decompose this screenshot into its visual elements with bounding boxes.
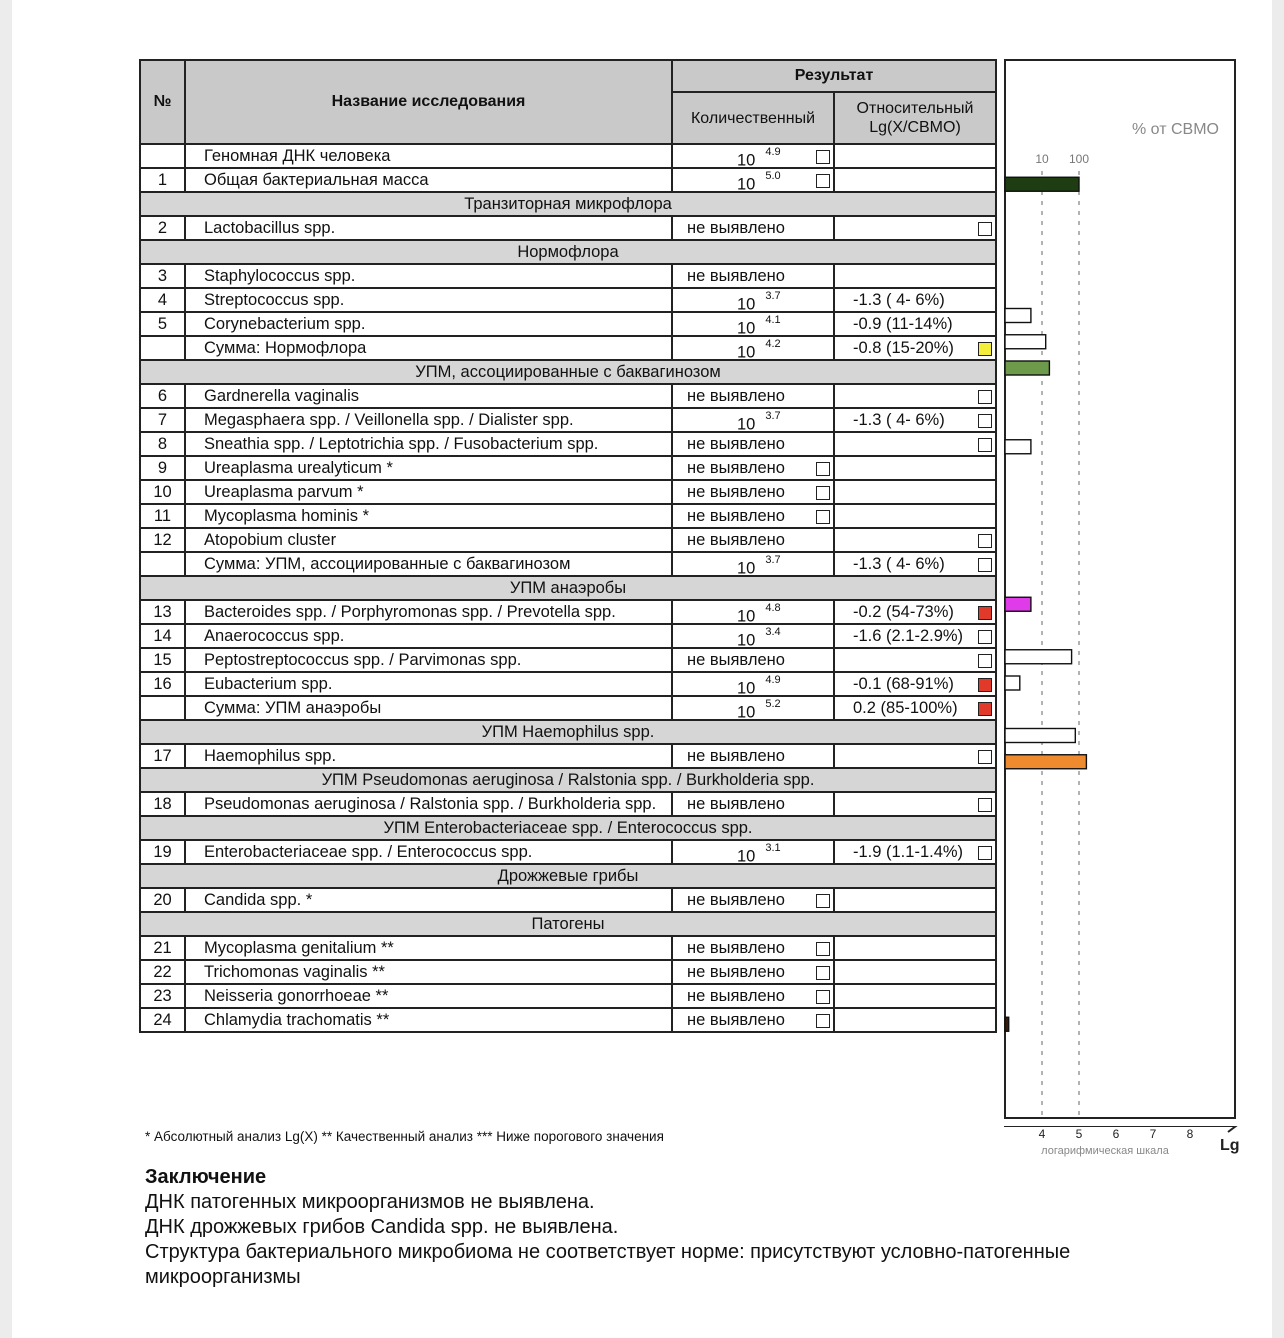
relative-result: [834, 984, 996, 1008]
not-detected-text: не выявлено: [687, 795, 785, 813]
test-name: Сумма: Нормофлора: [185, 336, 672, 360]
section-title: УПМ Haemophilus spp.: [140, 720, 996, 744]
not-detected-text: не выявлено: [687, 531, 785, 549]
section-row: [140, 576, 996, 600]
power-base: 10: [737, 295, 756, 312]
test-name: Pseudomonas aeruginosa / Ralstonia spp. / Burkholderia spp.: [185, 792, 672, 816]
power-exponent: 3.7: [765, 410, 781, 422]
results-table: [139, 59, 997, 1033]
x-axis-unit: Lg: [1220, 1137, 1240, 1154]
quantitative-result: [672, 1008, 834, 1032]
x-axis-label: логарифмическая шкала: [1041, 1145, 1169, 1157]
quantitative-result: [672, 744, 834, 768]
data-bar: [1005, 440, 1031, 454]
relative-result: [834, 960, 996, 984]
relative-result: [834, 696, 996, 720]
row-number: 13: [140, 600, 185, 624]
test-name: Streptococcus spp.: [185, 288, 672, 312]
test-name: Atopobium cluster: [185, 528, 672, 552]
relative-flag-checkbox: [978, 222, 992, 236]
section-title: УПМ Enterobacteriaceae spp. / Enterococcus spp.: [140, 816, 996, 840]
quantitative-flag-checkbox: [816, 462, 830, 476]
power-value: [737, 337, 781, 360]
table-row: [140, 696, 996, 720]
section-title: УПМ Pseudomonas aeruginosa / Ralstonia spp. / Burkholderia spp.: [140, 768, 996, 792]
relative-flag-checkbox: [978, 654, 992, 668]
relative-value: 0.2 (85-100%): [853, 699, 958, 717]
relative-result: [834, 528, 996, 552]
section-title: Нормофлора: [140, 240, 996, 264]
test-name: Megasphaera spp. / Veillonella spp. / Dialister spp.: [185, 408, 672, 432]
x-tick-label: 5: [1075, 1127, 1083, 1141]
table-row: [140, 432, 996, 456]
test-name: Chlamydia trachomatis **: [185, 1008, 672, 1032]
data-bar: [1005, 177, 1079, 191]
quantitative-result: [672, 168, 834, 192]
table-row: [140, 648, 996, 672]
row-number: [140, 336, 185, 360]
row-number: 24: [140, 1008, 185, 1032]
header-relative-line2: Lg(X/СВМО): [869, 119, 961, 136]
power-exponent: 4.9: [765, 674, 781, 686]
header-relative-line1: Относительный: [856, 100, 974, 117]
row-number: 11: [140, 504, 185, 528]
power-exponent: 3.1: [765, 842, 781, 854]
quantitative-result: [672, 696, 834, 720]
quantitative-flag-checkbox: [816, 174, 830, 188]
table-header-row: [140, 60, 996, 92]
relative-result: [834, 792, 996, 816]
quantitative-result: [672, 960, 834, 984]
power-base: 10: [737, 319, 756, 336]
data-bar: [1005, 1017, 1009, 1031]
table-row: [140, 168, 996, 192]
relative-result: [834, 552, 996, 576]
test-name: Gardnerella vaginalis: [185, 384, 672, 408]
table-row: [140, 528, 996, 552]
not-detected-text: не выявлено: [687, 483, 785, 501]
row-number: 6: [140, 384, 185, 408]
conclusion-block: [145, 1165, 1155, 1290]
table-row: [140, 792, 996, 816]
quantitative-flag-checkbox: [816, 942, 830, 956]
table-row: [140, 408, 996, 432]
data-bar: [1005, 729, 1075, 743]
test-name: Eubacterium spp.: [185, 672, 672, 696]
quantitative-result: [672, 792, 834, 816]
quantitative-flag-checkbox: [816, 966, 830, 980]
relative-result: [834, 312, 996, 336]
header-result: Результат: [672, 60, 996, 92]
power-value: [737, 169, 781, 192]
red-flag-indicator: [978, 702, 992, 716]
table-row: [140, 600, 996, 624]
quantitative-flag-checkbox: [816, 486, 830, 500]
header-quantitative: Количественный: [672, 92, 834, 144]
row-number: 8: [140, 432, 185, 456]
relative-value: -1.6 (2.1-2.9%): [853, 627, 964, 645]
test-name: Staphylococcus spp.: [185, 264, 672, 288]
table-row: [140, 456, 996, 480]
relative-flag-checkbox: [978, 438, 992, 452]
test-name: Neisseria gonorrhoeae **: [185, 984, 672, 1008]
power-base: 10: [737, 631, 756, 648]
power-base: 10: [737, 151, 756, 168]
relative-result: [834, 1008, 996, 1032]
quantitative-result: [672, 624, 834, 648]
section-row: [140, 720, 996, 744]
x-tick-label: 6: [1112, 1127, 1120, 1141]
section-title: Дрожжевые грибы: [140, 864, 996, 888]
not-detected-text: не выявлено: [687, 891, 785, 909]
quantitative-result: [672, 552, 834, 576]
relative-result: [834, 216, 996, 240]
row-number: 9: [140, 456, 185, 480]
quantitative-result: [672, 456, 834, 480]
relative-result: [834, 168, 996, 192]
quantitative-result: [672, 504, 834, 528]
row-number: 2: [140, 216, 185, 240]
quantitative-result: [672, 648, 834, 672]
row-number: 10: [140, 480, 185, 504]
power-value: [737, 673, 781, 696]
row-number: 19: [140, 840, 185, 864]
not-detected-text: не выявлено: [687, 267, 785, 285]
section-row: [140, 240, 996, 264]
not-detected-text: не выявлено: [687, 939, 785, 957]
section-row: [140, 192, 996, 216]
relative-result: [834, 648, 996, 672]
row-number: [140, 696, 185, 720]
table-row: [140, 144, 996, 168]
row-number: 17: [140, 744, 185, 768]
quantitative-result: [672, 888, 834, 912]
relative-value: -1.3 ( 4- 6%): [853, 411, 945, 429]
relative-value: -0.8 (15-20%): [853, 339, 954, 357]
relative-result: [834, 336, 996, 360]
relative-value: -1.3 ( 4- 6%): [853, 291, 945, 309]
power-value: [737, 625, 781, 648]
row-number: 12: [140, 528, 185, 552]
power-exponent: 3.7: [765, 290, 781, 302]
quantitative-result: [672, 216, 834, 240]
not-detected-text: не выявлено: [687, 651, 785, 669]
relative-result: [834, 432, 996, 456]
table-row: [140, 288, 996, 312]
row-number: 14: [140, 624, 185, 648]
table-row: [140, 840, 996, 864]
test-name: Enterobacteriaceae spp. / Enterococcus spp.: [185, 840, 672, 864]
quantitative-result: [672, 336, 834, 360]
quantitative-result: [672, 600, 834, 624]
row-number: 4: [140, 288, 185, 312]
x-tick-label: 7: [1149, 1127, 1157, 1141]
x-tick-label: 8: [1186, 1127, 1194, 1141]
top-tick-label: 100: [1068, 152, 1090, 166]
quantitative-result: [672, 144, 834, 168]
section-title: Транзиторная микрофлора: [140, 192, 996, 216]
test-name: Общая бактериальная масса: [185, 168, 672, 192]
quantitative-result: [672, 288, 834, 312]
test-name: Ureaplasma parvum *: [185, 480, 672, 504]
red-flag-indicator: [978, 678, 992, 692]
relative-flag-checkbox: [978, 534, 992, 548]
chart-title: % от СВМО: [1132, 121, 1219, 138]
data-bar: [1005, 755, 1086, 769]
test-name: Mycoplasma genitalium **: [185, 936, 672, 960]
not-detected-text: не выявлено: [687, 963, 785, 981]
section-title: Патогены: [140, 912, 996, 936]
quantitative-result: [672, 480, 834, 504]
relative-result: [834, 672, 996, 696]
results-table-body: [140, 60, 996, 1032]
quantitative-result: [672, 312, 834, 336]
row-number: 15: [140, 648, 185, 672]
relative-result: [834, 936, 996, 960]
top-tick-label: 10: [1035, 152, 1049, 166]
row-number: 21: [140, 936, 185, 960]
log-scale-chart: [1004, 59, 1236, 1119]
relative-flag-checkbox: [978, 750, 992, 764]
power-exponent: 4.2: [765, 338, 781, 350]
row-number: 7: [140, 408, 185, 432]
row-number: 5: [140, 312, 185, 336]
quantitative-result: [672, 672, 834, 696]
relative-value: -1.3 ( 4- 6%): [853, 555, 945, 573]
test-name: Ureaplasma urealyticum *: [185, 456, 672, 480]
quantitative-result: [672, 840, 834, 864]
conclusion-line: Структура бактериального микробиома не соответствует норме: присутствуют условно-патогенные микроорганизмы: [145, 1241, 1071, 1288]
table-row: [140, 264, 996, 288]
power-exponent: 4.1: [765, 314, 781, 326]
section-row: [140, 360, 996, 384]
power-base: 10: [737, 175, 756, 192]
chart-x-axis: [1004, 1126, 1264, 1166]
table-row: [140, 672, 996, 696]
data-bar: [1005, 597, 1031, 611]
power-base: 10: [737, 847, 756, 864]
power-base: 10: [737, 607, 756, 624]
relative-result: [834, 288, 996, 312]
quantitative-flag-checkbox: [816, 150, 830, 164]
table-row: [140, 480, 996, 504]
not-detected-text: не выявлено: [687, 747, 785, 765]
table-row: [140, 216, 996, 240]
power-exponent: 5.0: [765, 170, 781, 182]
section-row: [140, 816, 996, 840]
conclusion-line: ДНК патогенных микроорганизмов не выявлена.: [145, 1191, 595, 1213]
quantitative-result: [672, 384, 834, 408]
power-value: [737, 841, 781, 864]
relative-flag-checkbox: [978, 798, 992, 812]
row-number: [140, 552, 185, 576]
quantitative-result: [672, 984, 834, 1008]
row-number: 3: [140, 264, 185, 288]
relative-result: [834, 888, 996, 912]
relative-value: -0.1 (68-91%): [853, 675, 954, 693]
not-detected-text: не выявлено: [687, 1011, 785, 1029]
row-number: 18: [140, 792, 185, 816]
table-row: [140, 312, 996, 336]
table-row: [140, 744, 996, 768]
quantitative-result: [672, 408, 834, 432]
relative-flag-checkbox: [978, 390, 992, 404]
not-detected-text: не выявлено: [687, 219, 785, 237]
table-row: [140, 960, 996, 984]
relative-flag-checkbox: [978, 414, 992, 428]
power-value: [737, 289, 781, 312]
quantitative-result: [672, 528, 834, 552]
relative-result: [834, 408, 996, 432]
relative-value: -1.9 (1.1-1.4%): [853, 843, 964, 861]
relative-result: [834, 600, 996, 624]
quantitative-result: [672, 264, 834, 288]
table-row: [140, 624, 996, 648]
power-base: 10: [737, 703, 756, 720]
relative-result: [834, 624, 996, 648]
quantitative-flag-checkbox: [816, 1014, 830, 1028]
quantitative-result: [672, 432, 834, 456]
power-base: 10: [737, 343, 756, 360]
power-exponent: 4.9: [765, 146, 781, 158]
power-exponent: 5.2: [765, 698, 781, 710]
table-row: [140, 936, 996, 960]
power-exponent: 4.8: [765, 602, 781, 614]
table-row: [140, 984, 996, 1008]
test-name: Corynebacterium spp.: [185, 312, 672, 336]
relative-result: [834, 840, 996, 864]
quantitative-result: [672, 936, 834, 960]
row-number: 20: [140, 888, 185, 912]
power-base: 10: [737, 679, 756, 696]
section-row: [140, 768, 996, 792]
section-title: УПМ, ассоциированные с баквагинозом: [140, 360, 996, 384]
relative-flag-checkbox: [978, 558, 992, 572]
relative-result: [834, 480, 996, 504]
power-base: 10: [737, 415, 756, 432]
relative-result: [834, 744, 996, 768]
footnote: * Абсолютный анализ Lg(X) ** Качественный анализ *** Ниже порогового значения: [145, 1129, 664, 1144]
test-name: Mycoplasma hominis *: [185, 504, 672, 528]
power-value: [737, 145, 781, 168]
data-bar: [1005, 361, 1049, 375]
chart-frame: [1005, 60, 1235, 1118]
relative-result: [834, 456, 996, 480]
test-name: Sneathia spp. / Leptotrichia spp. / Fusobacterium spp.: [185, 432, 672, 456]
table-row: [140, 888, 996, 912]
power-value: [737, 601, 781, 624]
power-exponent: 3.7: [765, 554, 781, 566]
relative-result: [834, 264, 996, 288]
test-name: Сумма: УПМ анаэробы: [185, 696, 672, 720]
row-number: 1: [140, 168, 185, 192]
section-row: [140, 864, 996, 888]
quantitative-flag-checkbox: [816, 510, 830, 524]
row-number: 22: [140, 960, 185, 984]
relative-flag-checkbox: [978, 630, 992, 644]
not-detected-text: не выявлено: [687, 435, 785, 453]
relative-value: -0.9 (11-14%): [853, 315, 953, 333]
data-bar: [1005, 309, 1031, 323]
data-bar: [1005, 650, 1072, 664]
relative-value: -0.2 (54-73%): [853, 603, 954, 621]
not-detected-text: не выявлено: [687, 387, 785, 405]
quantitative-flag-checkbox: [816, 990, 830, 1004]
data-bar: [1005, 335, 1046, 349]
power-value: [737, 553, 781, 576]
test-name: Anaerococcus spp.: [185, 624, 672, 648]
table-row: [140, 1008, 996, 1032]
conclusion-line: ДНК дрожжевых грибов Candida spp. не выявлена.: [145, 1216, 619, 1238]
red-flag-indicator: [978, 606, 992, 620]
test-name: Bacteroides spp. / Porphyromonas spp. / Prevotella spp.: [185, 600, 672, 624]
test-name: Trichomonas vaginalis **: [185, 960, 672, 984]
relative-result: [834, 144, 996, 168]
section-title: УПМ анаэробы: [140, 576, 996, 600]
chart-axis-area: [1004, 1126, 1264, 1166]
test-name: Геномная ДНК человека: [185, 144, 672, 168]
power-exponent: 3.4: [765, 626, 781, 638]
table-row: [140, 336, 996, 360]
power-base: 10: [737, 559, 756, 576]
not-detected-text: не выявлено: [687, 459, 785, 477]
relative-flag-checkbox: [978, 846, 992, 860]
test-name: Сумма: УПМ, ассоциированные с баквагинозом: [185, 552, 672, 576]
table-row: [140, 384, 996, 408]
not-detected-text: не выявлено: [687, 507, 785, 525]
table-row: [140, 552, 996, 576]
header-num: №: [140, 60, 185, 144]
relative-result: [834, 504, 996, 528]
x-tick-label: 4: [1038, 1127, 1046, 1141]
row-number: 16: [140, 672, 185, 696]
section-row: [140, 912, 996, 936]
table-row: [140, 504, 996, 528]
power-value: [737, 409, 781, 432]
yellow-flag-indicator: [978, 342, 992, 356]
header-name: Название исследования: [185, 60, 672, 144]
power-value: [737, 313, 781, 336]
row-number: [140, 144, 185, 168]
quantitative-flag-checkbox: [816, 894, 830, 908]
data-bar: [1005, 676, 1020, 690]
test-name: Lactobacillus spp.: [185, 216, 672, 240]
row-number: 23: [140, 984, 185, 1008]
test-name: Peptostreptococcus spp. / Parvimonas spp.: [185, 648, 672, 672]
not-detected-text: не выявлено: [687, 987, 785, 1005]
power-value: [737, 697, 781, 720]
relative-result: [834, 384, 996, 408]
test-name: Candida spp. *: [185, 888, 672, 912]
test-name: Haemophilus spp.: [185, 744, 672, 768]
header-relative: [834, 92, 996, 144]
conclusion-title: Заключение: [145, 1166, 267, 1188]
